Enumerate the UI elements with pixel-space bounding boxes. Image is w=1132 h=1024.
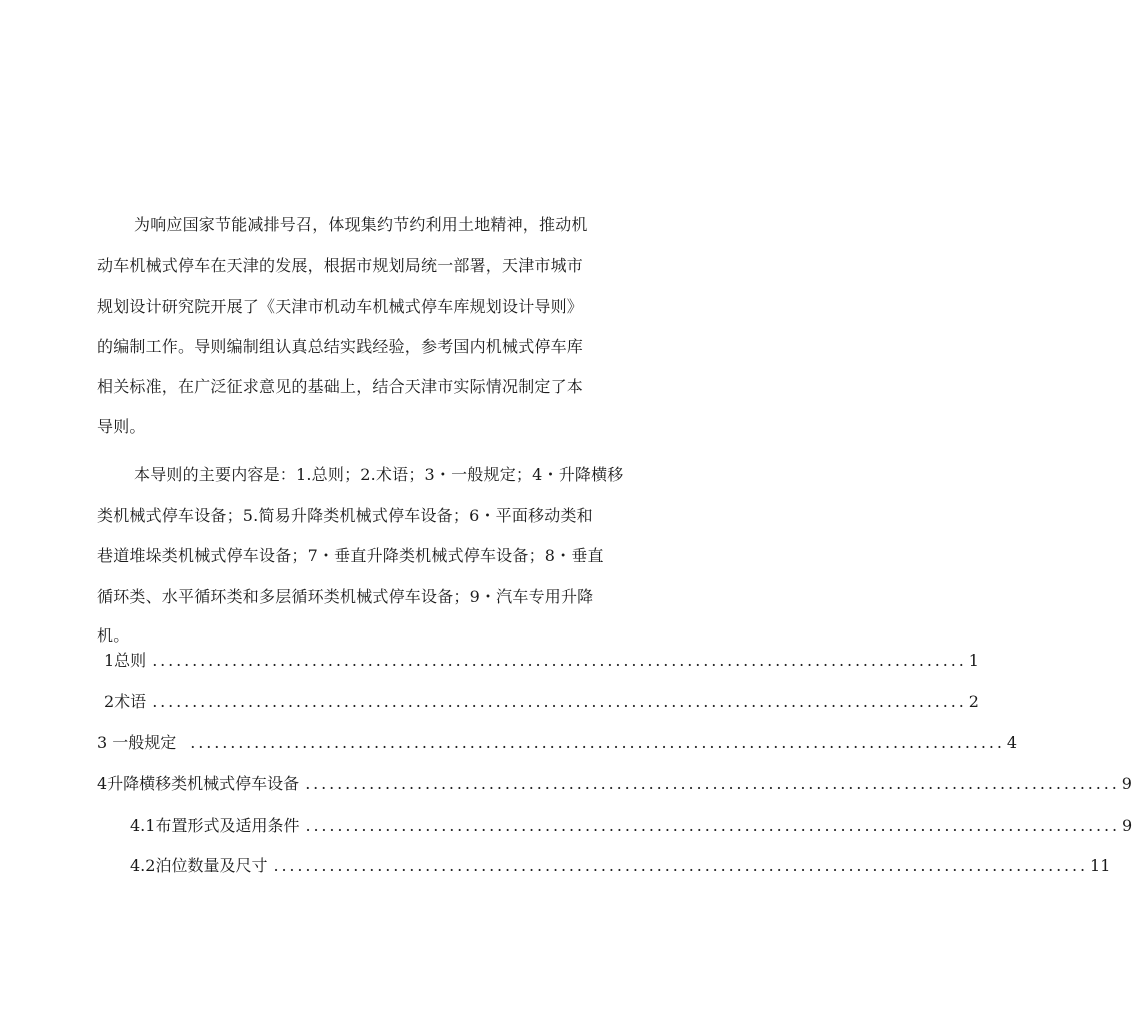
- intro-line: 的编制工作。导则编制组认真总结实践经验，参考国内机械式停车库: [97, 337, 584, 356]
- toc-entry-title: 4升降横移类机械式停车设备: [97, 774, 300, 793]
- toc-leader-dots: ......................................................................................................: [152, 651, 967, 670]
- content-line: 类机械式停车设备；5.简易升降类机械式停车设备；6・平面移动类和: [97, 506, 593, 525]
- toc-entry-page: 4: [1006, 733, 1018, 752]
- toc-entry-page: 9: [1122, 816, 1132, 835]
- toc-leader-dots: ......................................................................................................: [273, 856, 1089, 875]
- intro-line: 为响应国家节能减排号召，体现集约节约利用土地精神，推动机: [134, 215, 588, 234]
- toc-entry-page: 2: [968, 692, 979, 711]
- toc-entry-title: 1总则: [104, 651, 147, 670]
- toc-entry[interactable]: [97, 774, 1132, 794]
- content-line: 巷道堆垛类机械式停车设备；7・垂直升降类机械式停车设备；8・垂直: [97, 546, 604, 565]
- toc-entry[interactable]: [104, 692, 979, 712]
- toc-entry[interactable]: [104, 651, 979, 671]
- intro-line: 规划设计研究院开展了《天津市机动车机械式停车库规划设计导则》: [97, 297, 584, 316]
- intro-line: 导则。: [97, 417, 146, 436]
- toc-leader-dots: ......................................................................................................: [305, 774, 1120, 793]
- toc-entry-title: 2术语: [104, 692, 147, 711]
- toc-entry[interactable]: [130, 816, 1132, 836]
- toc-entry-title: 4.1布置形式及适用条件: [130, 816, 300, 835]
- toc-leader-dots: ......................................................................................................: [152, 692, 967, 711]
- toc-entry-page: 1: [968, 651, 979, 670]
- content-line: 机。: [97, 626, 130, 645]
- toc-entry-title: 4.2泊位数量及尺寸: [130, 856, 268, 875]
- toc-entry[interactable]: [97, 733, 1018, 753]
- toc-entry-page: 11: [1090, 856, 1111, 875]
- intro-line: 相关标准，在广泛征求意见的基础上，结合天津市实际情况制定了本: [97, 377, 584, 396]
- toc-entry-page: 9: [1121, 774, 1132, 793]
- toc-entry-title: 3 一般规定: [97, 733, 177, 752]
- content-line: 本导则的主要内容是：1.总则；2.术语；3・一般规定；4・升降横移: [134, 465, 624, 484]
- toc-leader-dots: ......................................................................................................: [190, 733, 1005, 752]
- toc-entry[interactable]: [130, 856, 1111, 876]
- intro-line: 动车机械式停车在天津的发展，根据市规划局统一部署，天津市城市: [97, 256, 584, 275]
- toc-leader-dots: ......................................................................................................: [305, 816, 1121, 835]
- content-line: 循环类、水平循环类和多层循环类机械式停车设备；9・汽车专用升降: [97, 587, 594, 606]
